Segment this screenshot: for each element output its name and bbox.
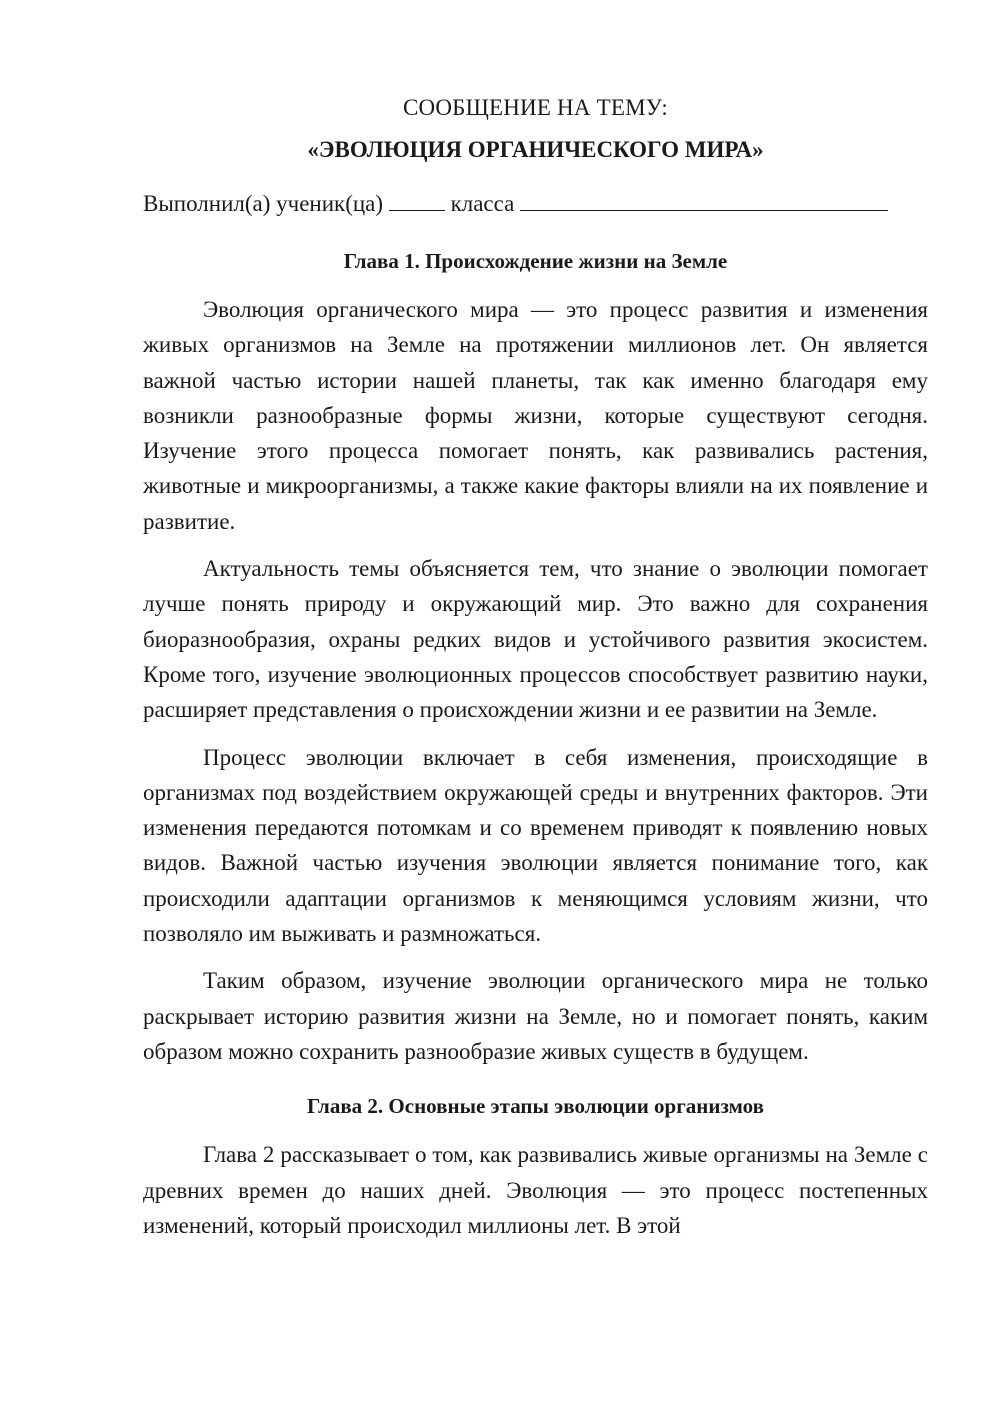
chapter-1-paragraph-3: Процесс эволюции включает в себя изменения, происходящие в организмах под воздействием окружающей среды и внутренних факторов. Эти изменения передаются потомкам и со временем приводят к появлению новых видов. Важной частью изучения эволюции является понимание того, как происходили адаптации организмов к меняющимся условиям жизни, что позволяло им выживать и размножаться. [143,744,928,947]
page-content [143,92,928,1243]
chapter-1-paragraph-2: Актуальность темы объясняется тем, что знание о эволюции помогает лучше понять природу и окружающий мир. Это важно для сохранения биоразнообразия, охраны редких видов и устойчивого развития экосистем. Кроме того, изучение эволюционных процессов способствует развитию науки, расширяет представления о происхождении жизни и ее развитии на Земле. [143,556,928,723]
author-prefix: Выполнил(а) ученик(ца) [143,191,384,216]
chapter-1-heading: Глава 1. Происхождение жизни на Земле [343,249,728,273]
document-title-line2: «ЭВОЛЮЦИЯ ОРГАНИЧЕСКОГО МИРА» [307,137,764,162]
document-title-line1: СООБЩЕНИЕ НА ТЕМУ: [403,95,668,120]
chapter-1-paragraph-4: Таким образом, изучение эволюции органического мира не только раскрывает историю развития жизни на Земле, но и помогает понять, каким образом можно сохранить разнообразие живых существ в будущем. [143,968,928,1064]
name-blank [520,188,888,211]
author-line [143,188,928,220]
grade-blank [389,188,445,211]
chapter-2-paragraph-1: Глава 2 рассказывает о том, как развивались живые организмы на Земле с древних времен до наших дней. Эволюция — это процесс постепенных изменений, который происходил миллионы лет. В этой [143,1142,928,1238]
author-class-label: класса [450,191,515,216]
chapter-1-paragraph-1: Эволюция органического мира — это процесс развития и изменения живых организмов на Земле на протяжении миллионов лет. Он является важной частью истории нашей планеты, так как именно благодаря ему возникли разнообразные формы жизни, которые существуют сегодня. Изучение этого процесса помогает понять, как развивались растения, животные и микроорганизмы, а также какие факторы влияли на их появление и развитие. [143,297,928,534]
chapter-2-heading: Глава 2. Основные этапы эволюции организмов [307,1094,764,1119]
